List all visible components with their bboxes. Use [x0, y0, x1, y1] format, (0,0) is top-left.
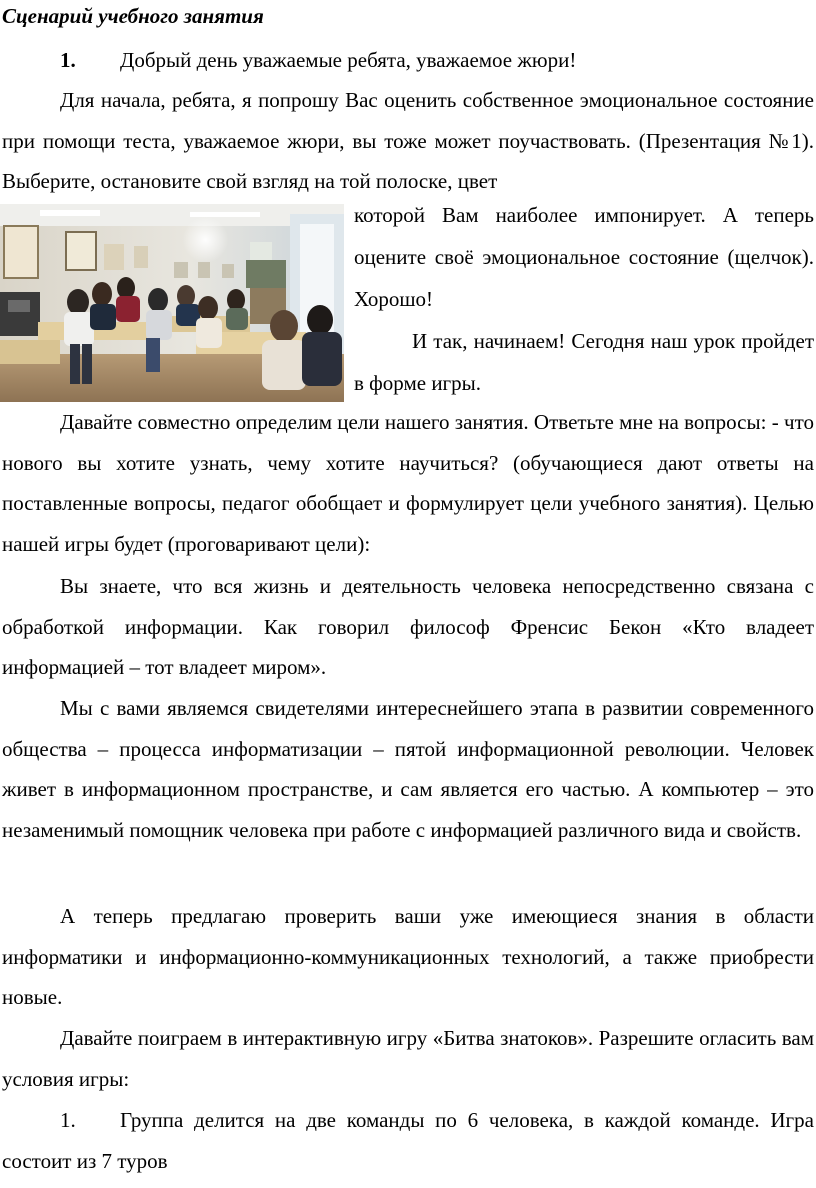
paragraph-game-intro: Давайте поиграем в интерактивную игру «Битва знатоков». Разрешите огласить вам условия игры:	[2, 1026, 814, 1091]
classroom-photo	[0, 204, 344, 402]
paragraph-check-knowledge: А теперь предлагаю проверить ваши уже имеющиеся знания в области информатики и информационно-коммуникационных технологий, а также приобрести новые.	[2, 904, 814, 1009]
paragraph-goals: Давайте совместно определим цели нашего занятия. Ответьте мне на вопросы: - что нового вы хотите узнать, чему хотите научиться? (обучающиеся дают ответы на поставленные вопросы, педагог обобщает и формулирует цели учебного занятия). Целью нашей игры будет (проговаривают цели):	[2, 410, 814, 556]
rules-list-number: 1.	[60, 1108, 76, 1132]
paragraph-intro: Для начала, ребята, я попрошу Вас оценить собственное эмоциональное состояние при помощи теста, уважаемое жюри, вы тоже может поучаствовать. (Презентация №1). Выберите, остановите свой взгляд на той полоске, цвет	[2, 88, 814, 193]
classroom-photo-image	[0, 204, 344, 402]
greeting-text: Добрый день уважаемые ребята, уважаемое жюри!	[120, 48, 577, 72]
paragraph-information: Вы знаете, что вся жизнь и деятельность человека непосредственно связана с обработкой информации. Как говорил философ Френсис Бекон «Кто владеет информацией – тот владеет миром».	[2, 574, 814, 679]
document-title: Сценарий учебного занятия	[2, 4, 264, 28]
greeting-number: 1.	[60, 48, 76, 72]
rules-list-text: Группа делится на две команды по 6 человека, в каждой команде. Игра состоит из 7 туров	[2, 1108, 814, 1173]
paragraph-beside-photo-2: И так, начинаем! Сегодня наш урок пройдет в форме игры.	[354, 329, 814, 395]
paragraph-witness: Мы с вами являемся свидетелями интереснейшего этапа в развитии современного общества – процесса информатизации – пятой информационной революции. Человек живет в информационном пространстве, и сам является его частью. А компьютер – это незаменимый помощник человека при работе с информацией различного вида и свойств.	[2, 696, 814, 842]
greeting-line	[60, 40, 576, 80]
paragraph-beside-photo-1: которой Вам наиболее импонирует. А теперь оцените своё эмоциональное состояние (щелчок). Хорошо!	[354, 203, 814, 311]
rules-list-item-1	[2, 1100, 814, 1181]
